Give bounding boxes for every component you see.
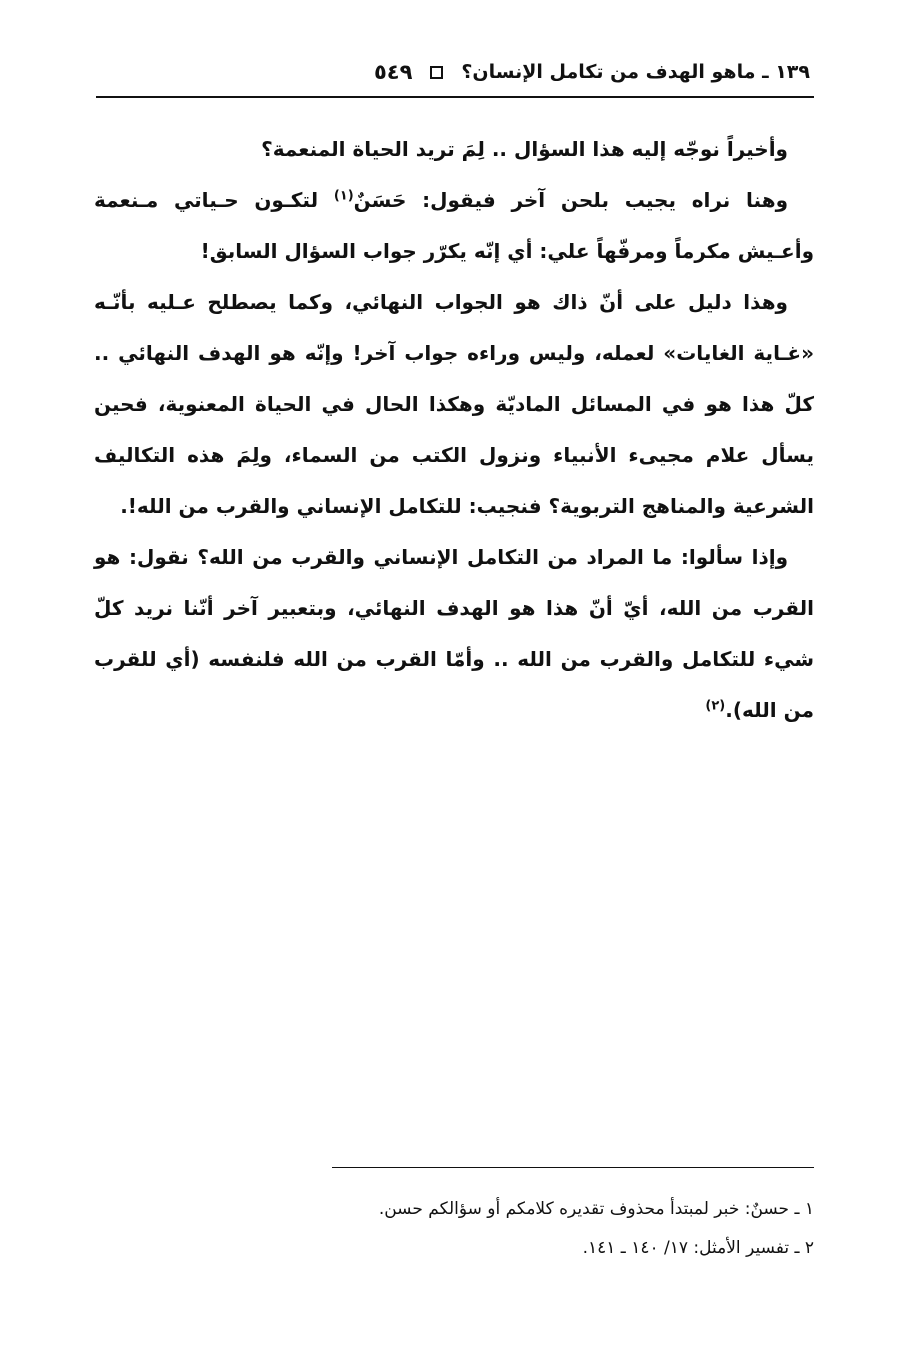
footnotes — [94, 1190, 814, 1268]
header-square-ornament — [430, 66, 443, 79]
paragraph — [94, 124, 814, 175]
paragraph — [94, 277, 814, 532]
paragraph — [94, 532, 814, 736]
running-header — [94, 52, 810, 92]
paragraph-text: وهذا دليل على أنّ ذاك هو الجواب النهائي، وكما يصطلح عـليه بأنّـه «غـاية الغايات» لعمله، وليس وراءه جواب آخر! وإنّه هو الهدف النهائي .. كلّ هذا هو في المسائل الماديّة وهكذا الحال في الحياة المعنوية، فحين يسأل علام مجيىء الأنبياء ونزول الكتب من السماء، ولِمَ هذه التكاليف الشرعية والمناهج التربوية؟ فنجيب: للتكامل الإنساني والقرب من الله!. — [94, 290, 814, 518]
footnote-mark[interactable]: (٢) — [705, 698, 726, 714]
paragraph-text: وهنا نراه يجيب بلحن آخر فيقول: حَسَنٌ — [353, 188, 789, 212]
footnote: ٢ ـ تفسير الأمثل: ١٧/ ١٤٠ ـ ١٤١. — [582, 1238, 814, 1258]
paragraph-text: لتكـون حـياتي مـنعمة وأعـيش مكرماً ومرفّهاً علي: أي إنّه يكرّر جواب السؤال السابق! — [94, 188, 814, 263]
page-number: ٥٤٩ — [373, 60, 413, 84]
footnote-rule — [332, 1167, 814, 1168]
footnote-mark[interactable]: (١) — [333, 188, 354, 204]
paragraph-text: وأخيراً نوجّه إليه هذا السؤال .. لِمَ تريد الحياة المنعمة؟ — [261, 137, 788, 161]
paragraph-text: وإذا سألوا: ما المراد من التكامل الإنساني والقرب من الله؟ نقول: هو القرب من الله، أيّ أنّ هذا هو الهدف النهائي، وبتعبير آخر أنّنا نريد كلّ شيء للتكامل والقرب من الله .. وأمّا القرب من الله فلنفسه (أي للقرب من الله). — [94, 545, 814, 722]
footnote: ١ ـ حسنٌ: خبر لمبتدأ محذوف تقديره كلامكم أو سؤالكم حسن. — [378, 1199, 814, 1219]
chapter-title: ١٣٩ ـ ماهو الهدف من تكامل الإنسان؟ — [461, 61, 810, 83]
paragraph — [94, 175, 814, 277]
body-text — [94, 124, 814, 736]
header-rule — [96, 96, 814, 98]
